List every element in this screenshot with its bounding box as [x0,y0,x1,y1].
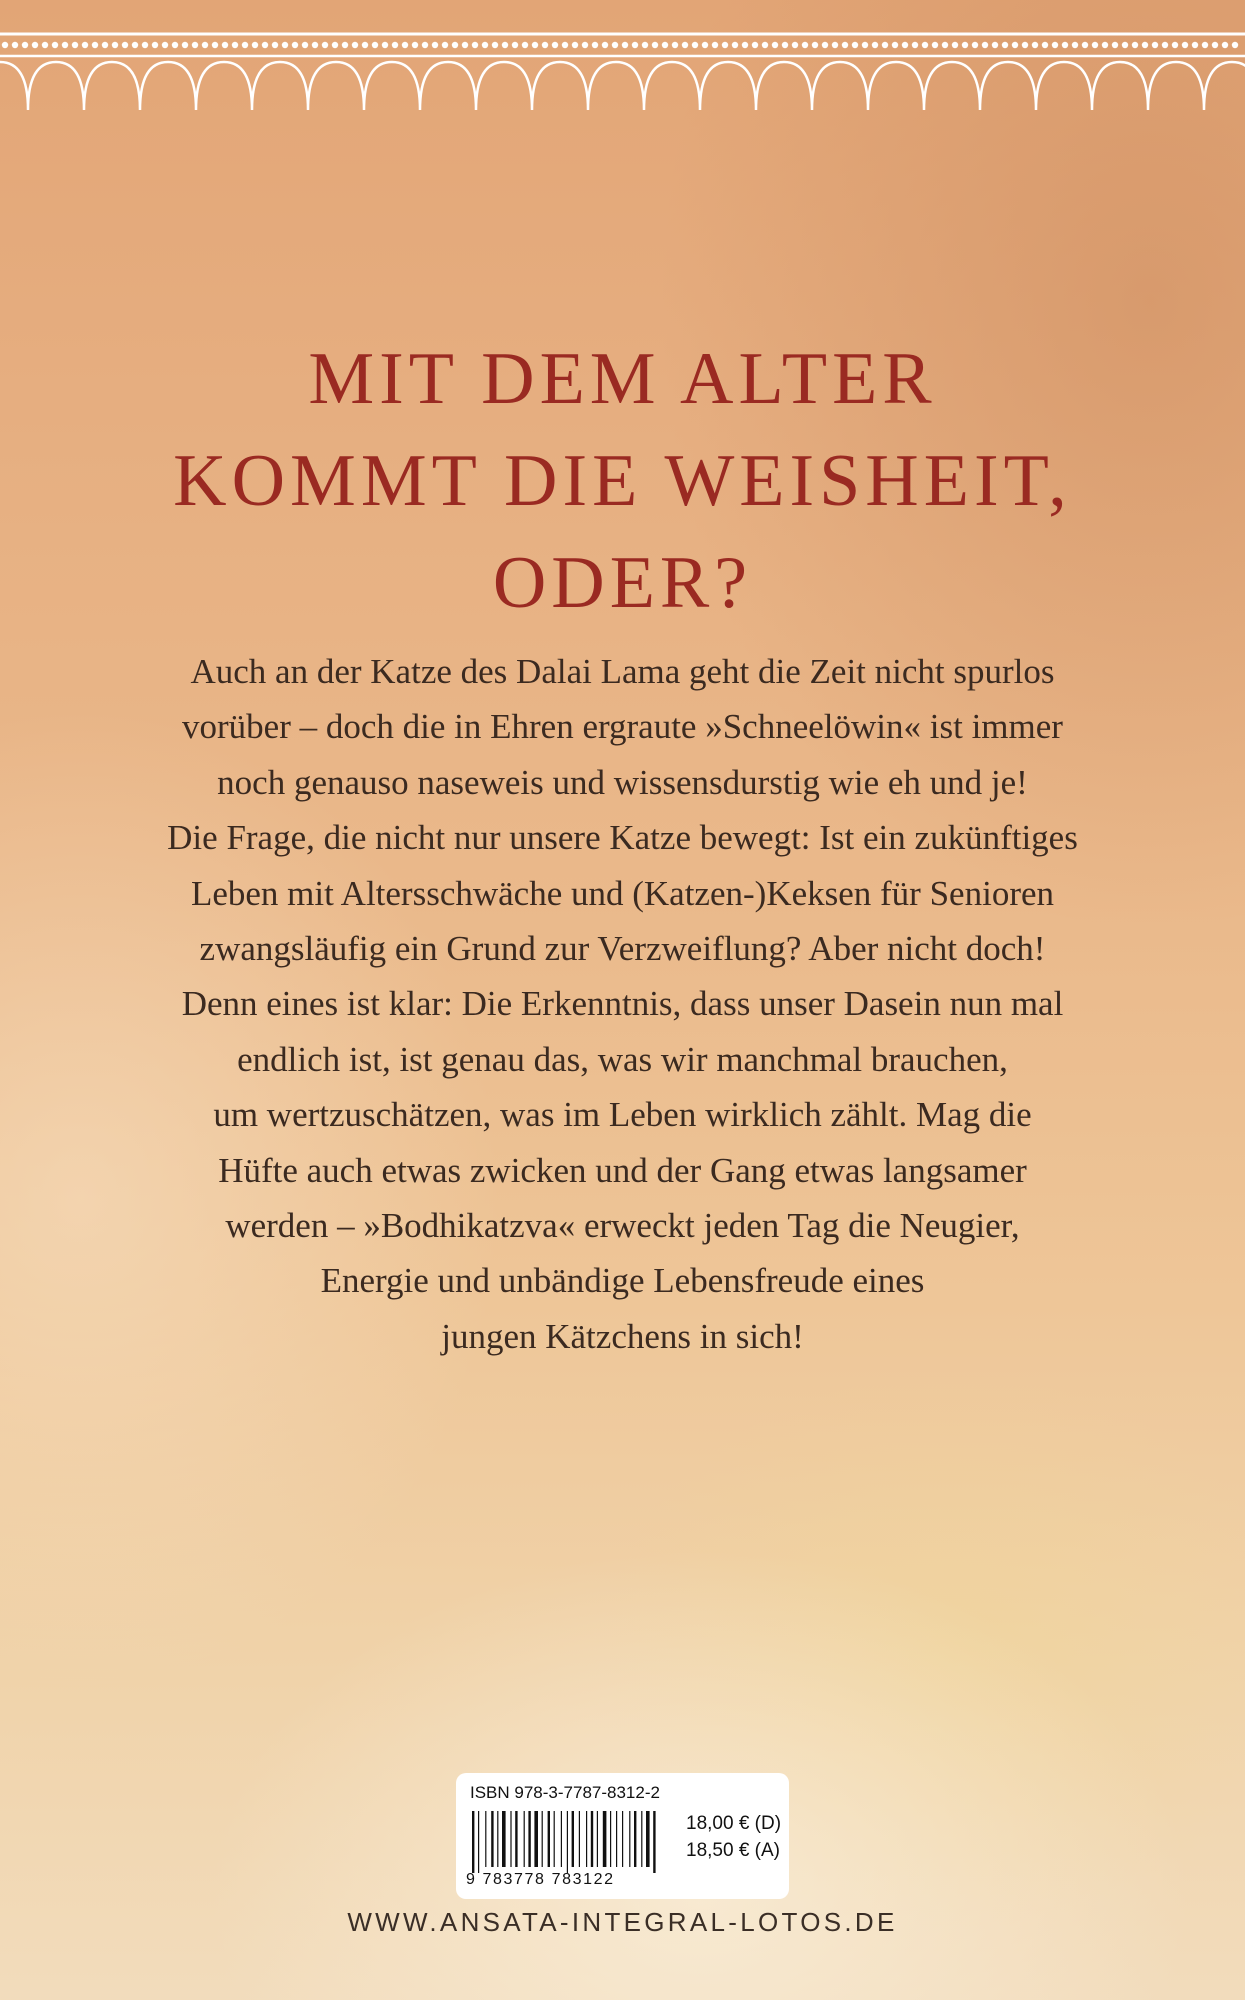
isbn-barcode-box [456,1773,789,1899]
blurb-line: Auch an der Katze des Dalai Lama geht die Zeit nicht spurlos [190,652,1055,691]
blurb-line: um wertzuschätzen, was im Leben wirklich zählt. Mag die [213,1095,1032,1135]
blurb-line: noch genauso naseweis und wissensdurstig wie eh und je! [217,762,1028,802]
blurb-line: Die Frage, die nicht nur unsere Katze bewegt: Ist ein zukünftiges [167,818,1078,858]
blurb-line: Leben mit Altersschwäche und (Katzen-)Keksen für Senioren [190,873,1055,913]
blurb-line: zwangsläufig ein Grund zur Verzweiflung? Aber nicht doch! [199,929,1046,969]
isbn-number: ISBN 978-3-7787-8312-2 [470,1783,660,1802]
blurb-line: vorüber – doch die in Ehren ergraute »Schneelöwin« ist immer [182,707,1063,747]
blurb-line: Hüfte auch etwas zwicken und der Gang etwas langsamer [218,1150,1027,1190]
barcode-digits: 9 783778 783122 [466,1871,615,1888]
blurb-line: Energie und unbändige Lebensfreude eines [320,1261,925,1301]
publisher-website: WWW.ANSATA-INTEGRAL-LOTOS.DE [347,1907,898,1937]
blurb-line: jungen Kätzchens in sich! [441,1316,804,1356]
price-germany: 18,00 € (D) [686,1813,782,1834]
headline [0,328,1245,634]
blurb-line: endlich ist, ist genau das, was wir manchmal brauchen, [237,1039,1008,1079]
price-austria: 18,50 € (A) [686,1840,780,1861]
headline-line-3: ODER? [492,542,753,624]
blurb-line: Denn eines ist klar: Die Erkenntnis, dass unser Dasein nun mal [181,984,1064,1024]
decorative-border [0,28,1245,118]
blurb-line: werden – »Bodhikatzva« erweckt jeden Tag die Neugier, [225,1206,1020,1246]
headline-line-2: KOMMT DIE WEISHEIT, [173,440,1072,522]
blurb-text [60,644,1185,1364]
barcode-icon [470,1811,682,1873]
headline-line-1: MIT DEM ALTER [308,338,937,420]
